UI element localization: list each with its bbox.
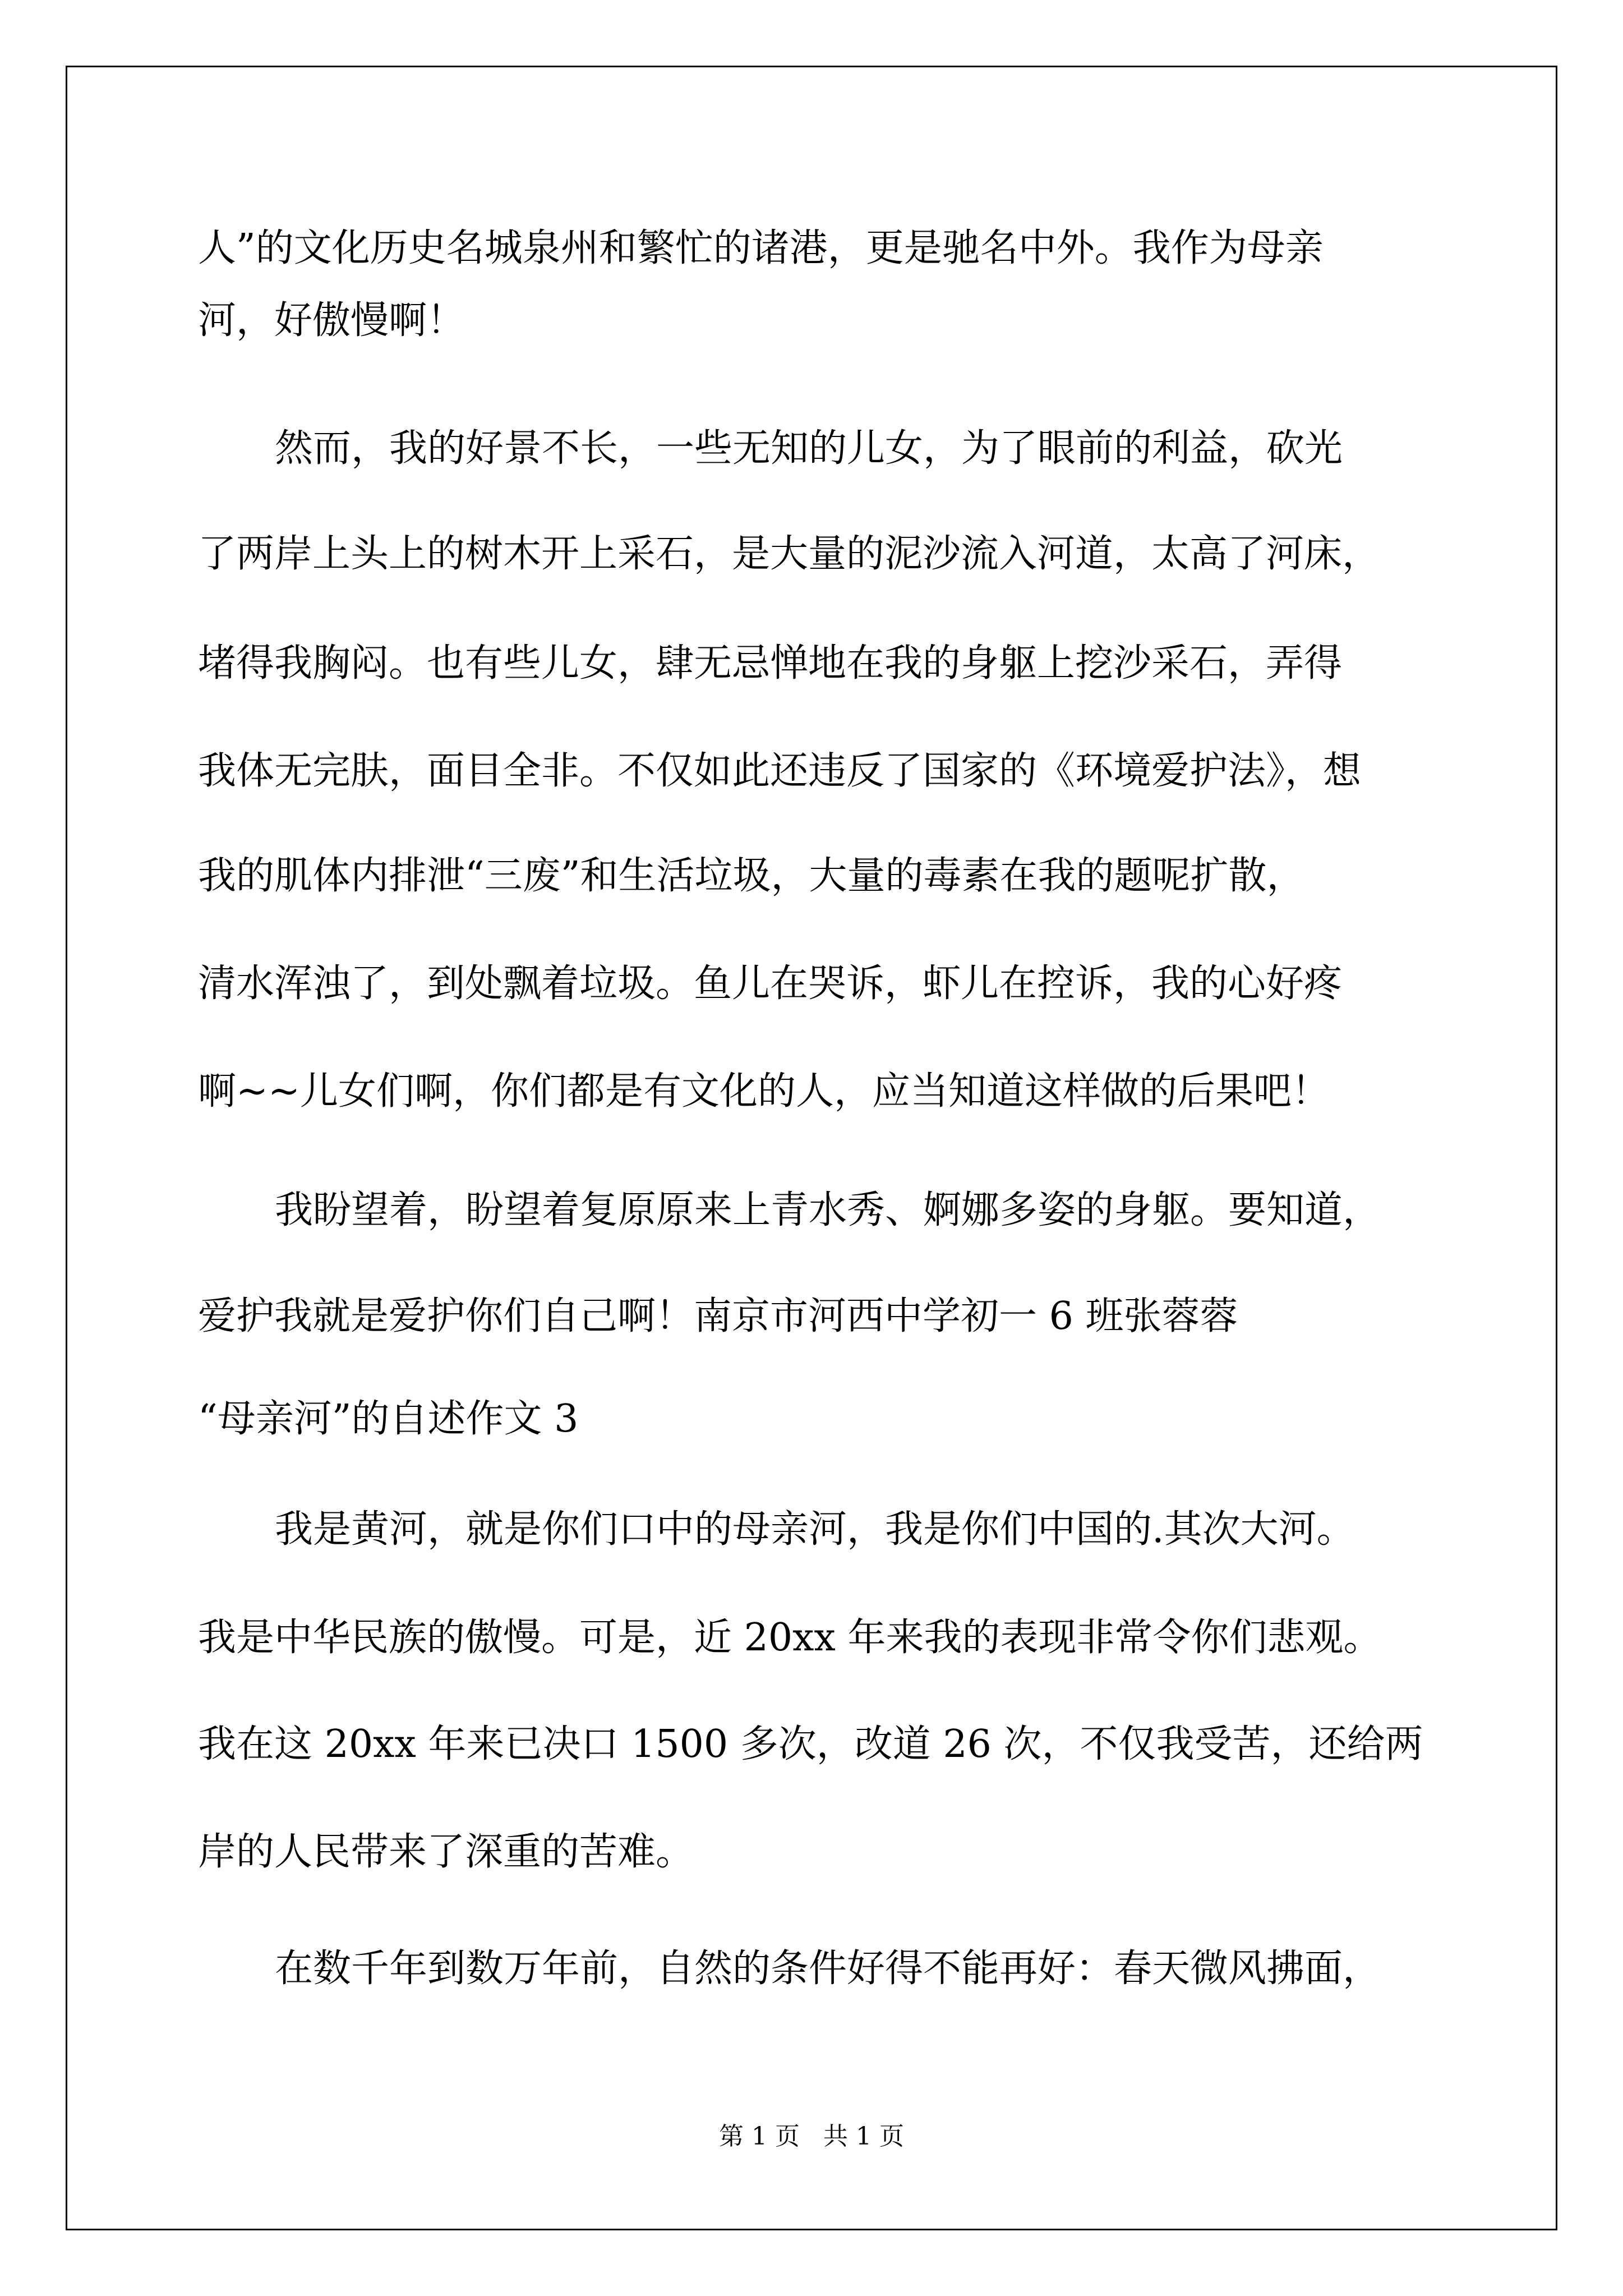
text-line: 岸的人民带来了深重的苦难。 <box>198 1830 694 1874</box>
text-line: 我是中华民族的傲慢。可是，近 20xx 年来我的表现非常令你们悲观。 <box>198 1616 1382 1660</box>
text-line: 堵得我胸闷。也有些儿女，肆无忌惮地在我的身躯上挖沙采石，弄得 <box>198 641 1343 685</box>
text-line: 人”的文化历史名城泉州和繁忙的诸港，更是驰名中外。我作为母亲 <box>198 226 1324 270</box>
paragraph-first-line: 在数千年到数万年前，自然的条件好得不能再好：春天微风拂面， <box>275 1947 1381 1991</box>
text-line: 了两岸上头上的树木开上采石，是大量的泥沙流入河道，太高了河床， <box>198 532 1381 576</box>
text-line: 我在这 20xx 年来已决口 1500 多次，改道 26 次，不仅我受苦，还给两 <box>198 1722 1423 1766</box>
text-line: 河，好傲慢啊！ <box>198 298 465 343</box>
page-border <box>66 66 1557 2230</box>
paragraph-first-line: 然而，我的好景不长，一些无知的儿女，为了眼前的利益，砍光 <box>275 426 1343 471</box>
text-line: 啊~~儿女们啊，你们都是有文化的人，应当知道这样做的后果吧！ <box>198 1069 1330 1114</box>
section-heading: “母亲河”的自述作文 3 <box>198 1397 579 1441</box>
paragraph-first-line: 我是黄河，就是你们口中的母亲河，我是你们中国的.其次大河。 <box>275 1507 1355 1552</box>
text-line: 清水浑浊了，到处飘着垃圾。鱼儿在哭诉，虾儿在控诉，我的心好疼 <box>198 961 1343 1006</box>
text-line: 我体无完肤，面目全非。不仅如此还违反了国家的《环境爱护法》，想 <box>198 749 1362 793</box>
paragraph-first-line: 我盼望着，盼望着复原原来上青水秀、婀娜多姿的身躯。要知道， <box>275 1188 1381 1232</box>
text-line: 我的肌体内排泄“三废”和生活垃圾，大量的毒素在我的题呢扩散， <box>198 854 1305 898</box>
page-number-footer: 第 1 页 共 1 页 <box>719 2122 904 2151</box>
text-line: 爱护我就是爱护你们自己啊！南京市河西中学初一 6 班张蓉蓉 <box>198 1294 1238 1338</box>
